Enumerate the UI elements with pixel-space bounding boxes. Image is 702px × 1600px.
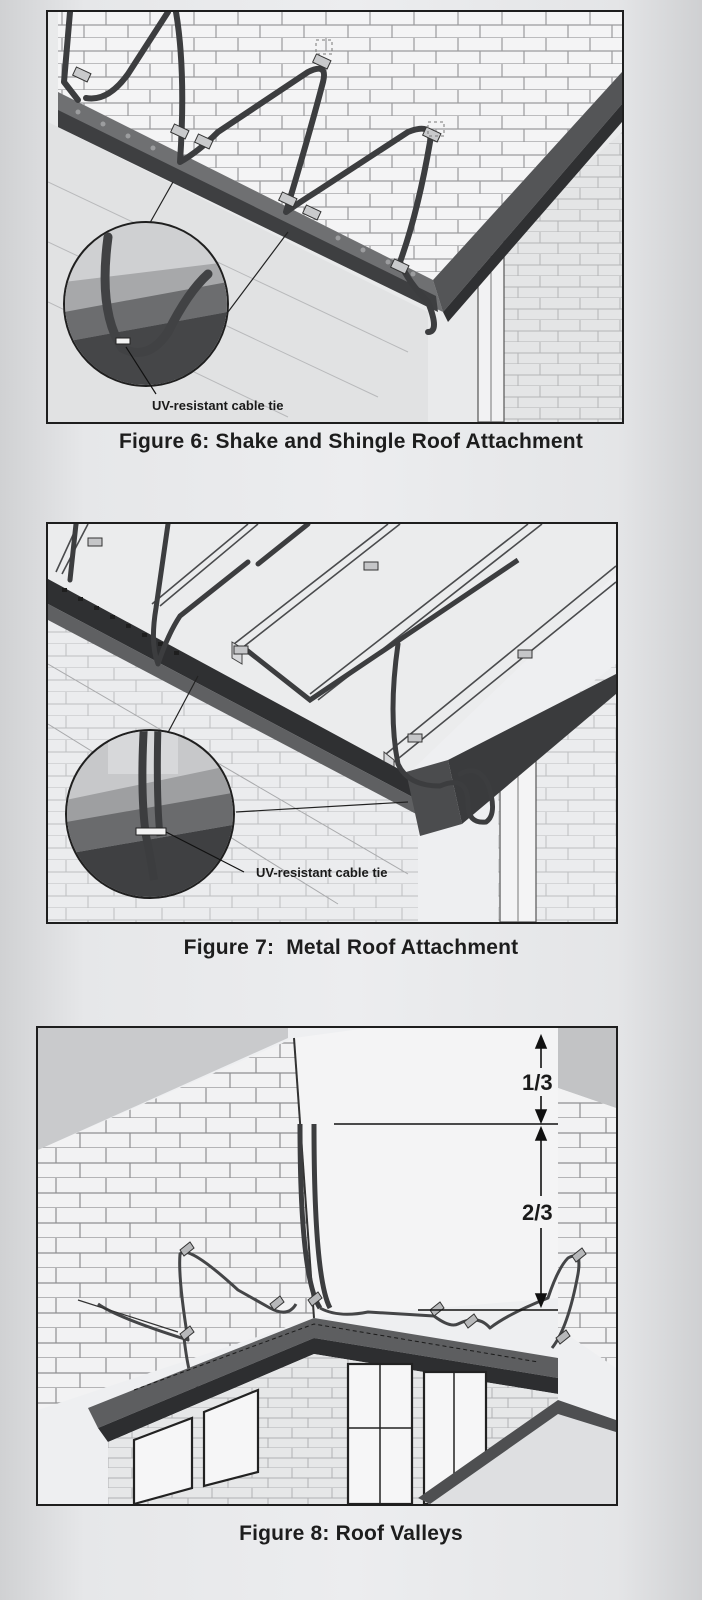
figure-8-illustration <box>36 1026 618 1506</box>
cable-tie-callout: UV-resistant cable tie <box>152 398 284 413</box>
dimension-one-third: 1/3 <box>522 1070 553 1095</box>
figure-7-caption: Figure 7: Metal Roof Attachment <box>183 936 519 959</box>
figure-6-caption: Figure 6: Shake and Shingle Roof Attachment <box>118 430 584 453</box>
figure-8-caption: Figure 8: Roof Valleys <box>239 1522 463 1545</box>
dimension-two-thirds: 2/3 <box>522 1200 553 1225</box>
metal-roof-drawing <box>48 524 616 922</box>
roof-valley-drawing <box>38 1028 616 1504</box>
figure-6-illustration <box>46 10 624 424</box>
figure-7-illustration <box>46 522 618 924</box>
shingle-roof-drawing <box>48 12 622 422</box>
cable-tie-callout-metal: UV-resistant cable tie <box>256 865 388 880</box>
